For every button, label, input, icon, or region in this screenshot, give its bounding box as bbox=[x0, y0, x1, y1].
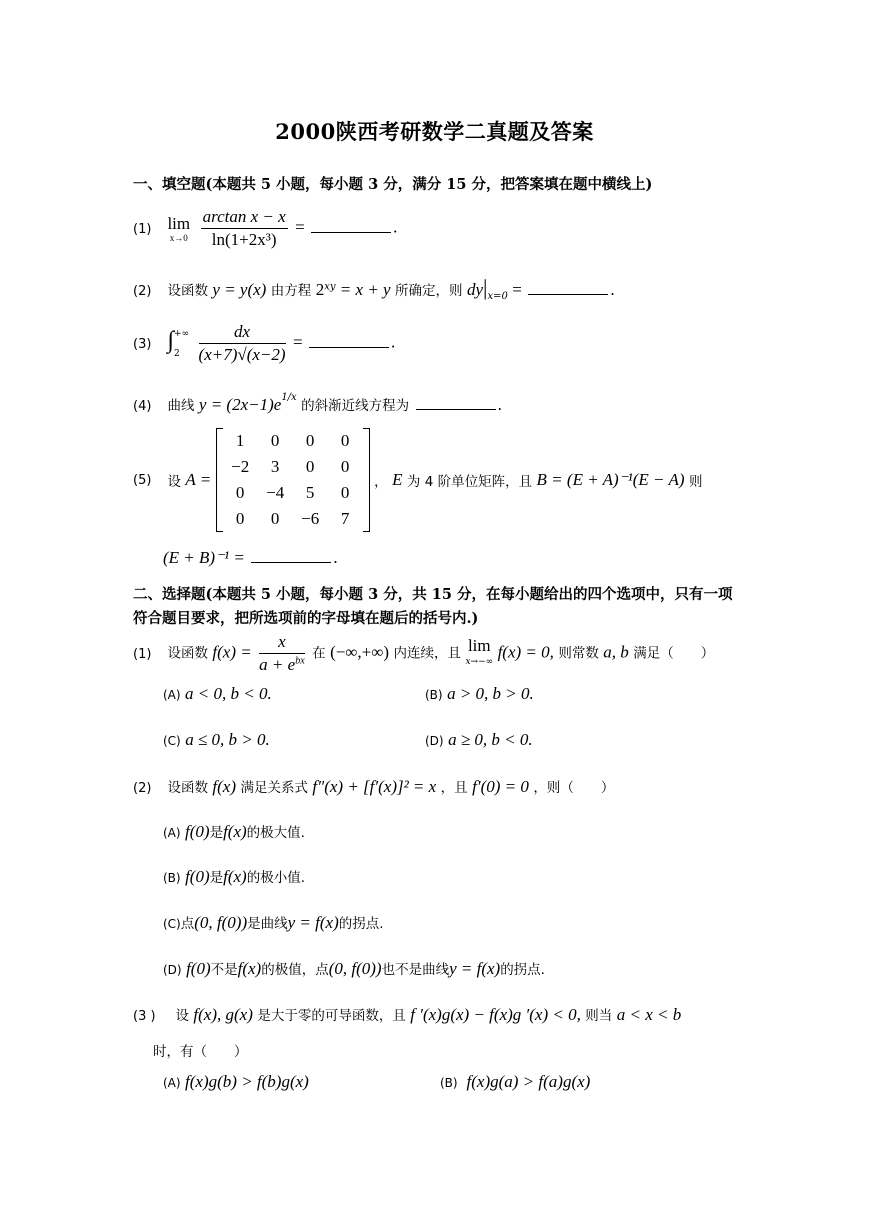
math-expression: f″(x) + [f′(x)]² = x bbox=[312, 777, 437, 796]
question-5 bbox=[133, 428, 702, 532]
math-expression: a < x < b bbox=[616, 1005, 682, 1024]
option-label: (C) bbox=[163, 734, 181, 748]
option-label: (B) bbox=[440, 1076, 458, 1090]
option-text: 的拐点. bbox=[338, 916, 384, 932]
option-b[interactable] bbox=[440, 1072, 590, 1092]
option-text: 的极值，点 bbox=[261, 962, 329, 978]
math-expression: f(x) = bbox=[212, 642, 252, 662]
matrix-cell: 0 bbox=[340, 483, 350, 502]
matrix-cell: 0 bbox=[305, 431, 315, 450]
matrix-cell: −6 bbox=[301, 509, 320, 528]
question-text: 为 4 阶单位矩阵，且 bbox=[406, 474, 533, 490]
option-c[interactable] bbox=[163, 912, 384, 933]
option-label: (D) bbox=[425, 734, 444, 748]
math-expression: a, b bbox=[603, 642, 629, 662]
period: . bbox=[497, 395, 502, 414]
option-b[interactable] bbox=[425, 684, 534, 704]
math-superscript: 1/x bbox=[281, 392, 297, 403]
math-expression: 2 bbox=[315, 280, 325, 299]
answer-blank[interactable] bbox=[528, 280, 608, 295]
matrix-a bbox=[216, 428, 370, 532]
math-expression: f(x) bbox=[223, 867, 247, 886]
period: . bbox=[393, 217, 398, 237]
matrix-cell: 0 bbox=[235, 483, 245, 502]
option-label: (B) bbox=[163, 871, 181, 885]
question-text: 设函数 bbox=[167, 283, 208, 299]
answer-blank[interactable] bbox=[311, 218, 391, 233]
option-text: f(x)g(b) > f(b)g(x) bbox=[185, 1072, 309, 1091]
option-text: 的拐点. bbox=[500, 962, 545, 978]
equals-sign: = bbox=[512, 280, 522, 299]
choice-question-1 bbox=[133, 632, 714, 675]
question-text: ， bbox=[374, 474, 388, 490]
math-superscript: xy bbox=[324, 281, 336, 293]
option-label: (A) bbox=[163, 688, 181, 702]
matrix-cell: 0 bbox=[340, 457, 350, 476]
math-expression: f(x) bbox=[223, 822, 247, 841]
option-a[interactable] bbox=[163, 684, 272, 704]
lim-subscript: x→−∞ bbox=[465, 656, 494, 667]
matrix-cell: 5 bbox=[305, 483, 315, 502]
math-expression: y = (2x−1)e bbox=[198, 395, 282, 414]
math-expression: B = (E + A)⁻¹(E − A) bbox=[536, 470, 685, 489]
question-text: 在 bbox=[312, 645, 326, 662]
question-number: (1) bbox=[133, 221, 152, 237]
question-text: 的斜渐近线方程为 bbox=[301, 398, 410, 414]
option-text: 也不是曲线 bbox=[381, 962, 450, 978]
option-a[interactable] bbox=[163, 1072, 309, 1092]
equals-sign: = bbox=[293, 332, 303, 352]
option-text: a > 0, b > 0. bbox=[447, 684, 534, 703]
math-expression: dy bbox=[467, 280, 484, 299]
math-expression: A = bbox=[185, 470, 212, 489]
option-text: 是 bbox=[209, 825, 224, 841]
answer-bracket[interactable]: 满足（ ） bbox=[633, 645, 715, 662]
question-text: 则当 bbox=[585, 1008, 613, 1024]
math-subscript: x=0 bbox=[487, 291, 508, 302]
math-expression: E bbox=[392, 470, 403, 489]
option-text: 点 bbox=[180, 916, 195, 932]
question-text: 是大于零的可导函数，且 bbox=[257, 1008, 406, 1024]
question-text: 设 bbox=[175, 1008, 189, 1024]
question-text: 则常数 bbox=[558, 645, 599, 662]
option-label: (B) bbox=[425, 688, 443, 702]
answer-blank[interactable] bbox=[309, 333, 389, 348]
answer-bracket[interactable]: ，则（ ） bbox=[533, 780, 615, 796]
option-c[interactable] bbox=[163, 730, 270, 750]
math-expression: (0, f(0)) bbox=[328, 959, 382, 978]
period: . bbox=[610, 280, 615, 299]
lim-symbol: lim bbox=[167, 214, 191, 233]
math-expression: (0, f(0)) bbox=[194, 913, 248, 932]
period: . bbox=[333, 548, 338, 567]
choice-question-3-continuation bbox=[153, 1040, 248, 1060]
math-expression: y = f(x) bbox=[449, 959, 501, 978]
option-d[interactable] bbox=[425, 730, 533, 750]
matrix-cell: −2 bbox=[231, 457, 250, 476]
fraction-numerator: arctan x − x bbox=[201, 207, 288, 229]
page-title: 2000陕西考研数学二真题及答案 bbox=[275, 119, 594, 144]
choice-question-2 bbox=[133, 776, 614, 797]
question-text: 满足关系式 bbox=[240, 780, 308, 796]
option-d[interactable] bbox=[163, 958, 545, 979]
math-expression: f(0) bbox=[186, 959, 211, 978]
math-expression: (−∞,+∞) bbox=[330, 642, 390, 662]
option-text: a ≤ 0, b > 0. bbox=[185, 730, 270, 749]
question-number: (5) bbox=[133, 472, 152, 488]
math-expression: y = y(x) bbox=[212, 280, 267, 299]
integral-sign: ∫ bbox=[167, 327, 175, 354]
question-text: 则 bbox=[688, 474, 703, 490]
math-expression: f(0) bbox=[185, 822, 210, 841]
math-superscript: bx bbox=[295, 655, 305, 667]
matrix-cell: 0 bbox=[305, 457, 315, 476]
question-number: (2) bbox=[133, 284, 152, 299]
question-text: 设 bbox=[167, 474, 181, 490]
question-text: 设函数 bbox=[167, 645, 208, 662]
fraction-denominator: ln(1+2x³) bbox=[211, 230, 277, 249]
answer-blank[interactable] bbox=[251, 548, 331, 563]
matrix-cell: 0 bbox=[235, 509, 245, 528]
fraction-denominator: (x+7)√(x−2) bbox=[198, 345, 286, 364]
option-b[interactable] bbox=[163, 866, 305, 887]
section-heading-multiple-choice: 二、选择题(本题共 5 小题，每小题 3 分，共 15 分，在每小题给出的四个选项中，只有一项符合题目要求，把所选项前的字母填在题后的括号内.) bbox=[133, 586, 733, 627]
option-label: (C) bbox=[163, 917, 181, 931]
question-text: 曲线 bbox=[167, 398, 195, 414]
fraction-numerator: dx bbox=[199, 322, 286, 344]
question-number: (2) bbox=[133, 781, 152, 796]
answer-bracket[interactable]: 时，有（ ） bbox=[153, 1044, 248, 1060]
question-1 bbox=[133, 207, 397, 250]
option-text: 是 bbox=[209, 870, 224, 886]
option-label: (A) bbox=[163, 826, 181, 840]
math-expression: f(x) bbox=[237, 959, 262, 978]
math-expression: f(x), g(x) bbox=[193, 1005, 253, 1024]
option-label: (D) bbox=[163, 963, 182, 977]
math-expression: f ′(x)g(x) − f(x)g ′(x) < 0, bbox=[410, 1005, 581, 1024]
option-a[interactable] bbox=[163, 821, 305, 842]
option-text: a ≥ 0, b < 0. bbox=[448, 730, 533, 749]
matrix-cell: 0 bbox=[270, 509, 280, 528]
question-number: (3 ) bbox=[133, 1009, 156, 1024]
option-text: 不是 bbox=[210, 962, 238, 978]
matrix-cell: 3 bbox=[270, 457, 280, 476]
question-4 bbox=[133, 392, 502, 415]
fraction-numerator: x bbox=[259, 632, 304, 654]
matrix-cell: 0 bbox=[340, 431, 350, 450]
question-text: 所确定，则 bbox=[395, 283, 463, 299]
period: . bbox=[391, 332, 396, 352]
math-expression: = x + y bbox=[335, 280, 391, 299]
lim-subscript: x→0 bbox=[169, 233, 188, 243]
option-text: 的极大值. bbox=[246, 825, 305, 841]
question-5-continuation bbox=[163, 548, 338, 568]
matrix-cell: 1 bbox=[235, 431, 245, 450]
question-text: ，且 bbox=[440, 780, 468, 796]
lim-symbol: lim bbox=[467, 635, 491, 655]
matrix-cell: −4 bbox=[266, 483, 285, 502]
math-expression: f(x) bbox=[212, 777, 236, 796]
integral-upper-limit: +∞ bbox=[174, 328, 190, 339]
question-3 bbox=[133, 322, 395, 365]
matrix-cell: 7 bbox=[340, 509, 350, 528]
math-expression: y = f(x) bbox=[287, 913, 339, 932]
math-expression: f′(0) = 0 bbox=[472, 777, 529, 796]
integral-lower-limit: 2 bbox=[174, 348, 180, 359]
math-expression: f(0) bbox=[185, 867, 210, 886]
question-text: 由方程 bbox=[270, 283, 312, 299]
answer-blank[interactable] bbox=[416, 395, 496, 410]
choice-question-3 bbox=[133, 1004, 681, 1025]
math-expression: (E + B)⁻¹ = bbox=[163, 548, 245, 567]
question-number: (1) bbox=[133, 646, 152, 662]
section-heading-fill-in: 一、填空题(本题共 5 小题，每小题 3 分，满分 15 分，把答案填在题中横线上) bbox=[133, 176, 653, 193]
question-text: 设函数 bbox=[167, 780, 208, 796]
question-number: (4) bbox=[133, 399, 152, 414]
fraction-denominator: a + e bbox=[259, 655, 296, 674]
option-text: 的极小值. bbox=[246, 870, 305, 886]
option-text: a < 0, b < 0. bbox=[185, 684, 272, 703]
question-number: (3) bbox=[133, 336, 152, 352]
option-text: f(x)g(a) > f(a)g(x) bbox=[466, 1072, 591, 1091]
option-label: (A) bbox=[163, 1076, 181, 1090]
question-2: (2) 设函数 y = y(x) 由方程 $2^{xy} = x + y$ 所确定，则 $dy|_{x=0}$ = . bbox=[133, 275, 615, 302]
option-text: 是曲线 bbox=[247, 916, 288, 932]
matrix-cell: 0 bbox=[270, 431, 280, 450]
math-expression: f(x) = 0, bbox=[497, 642, 554, 662]
question-text: 内连续，且 bbox=[393, 645, 462, 662]
equals-sign: = bbox=[295, 217, 305, 237]
